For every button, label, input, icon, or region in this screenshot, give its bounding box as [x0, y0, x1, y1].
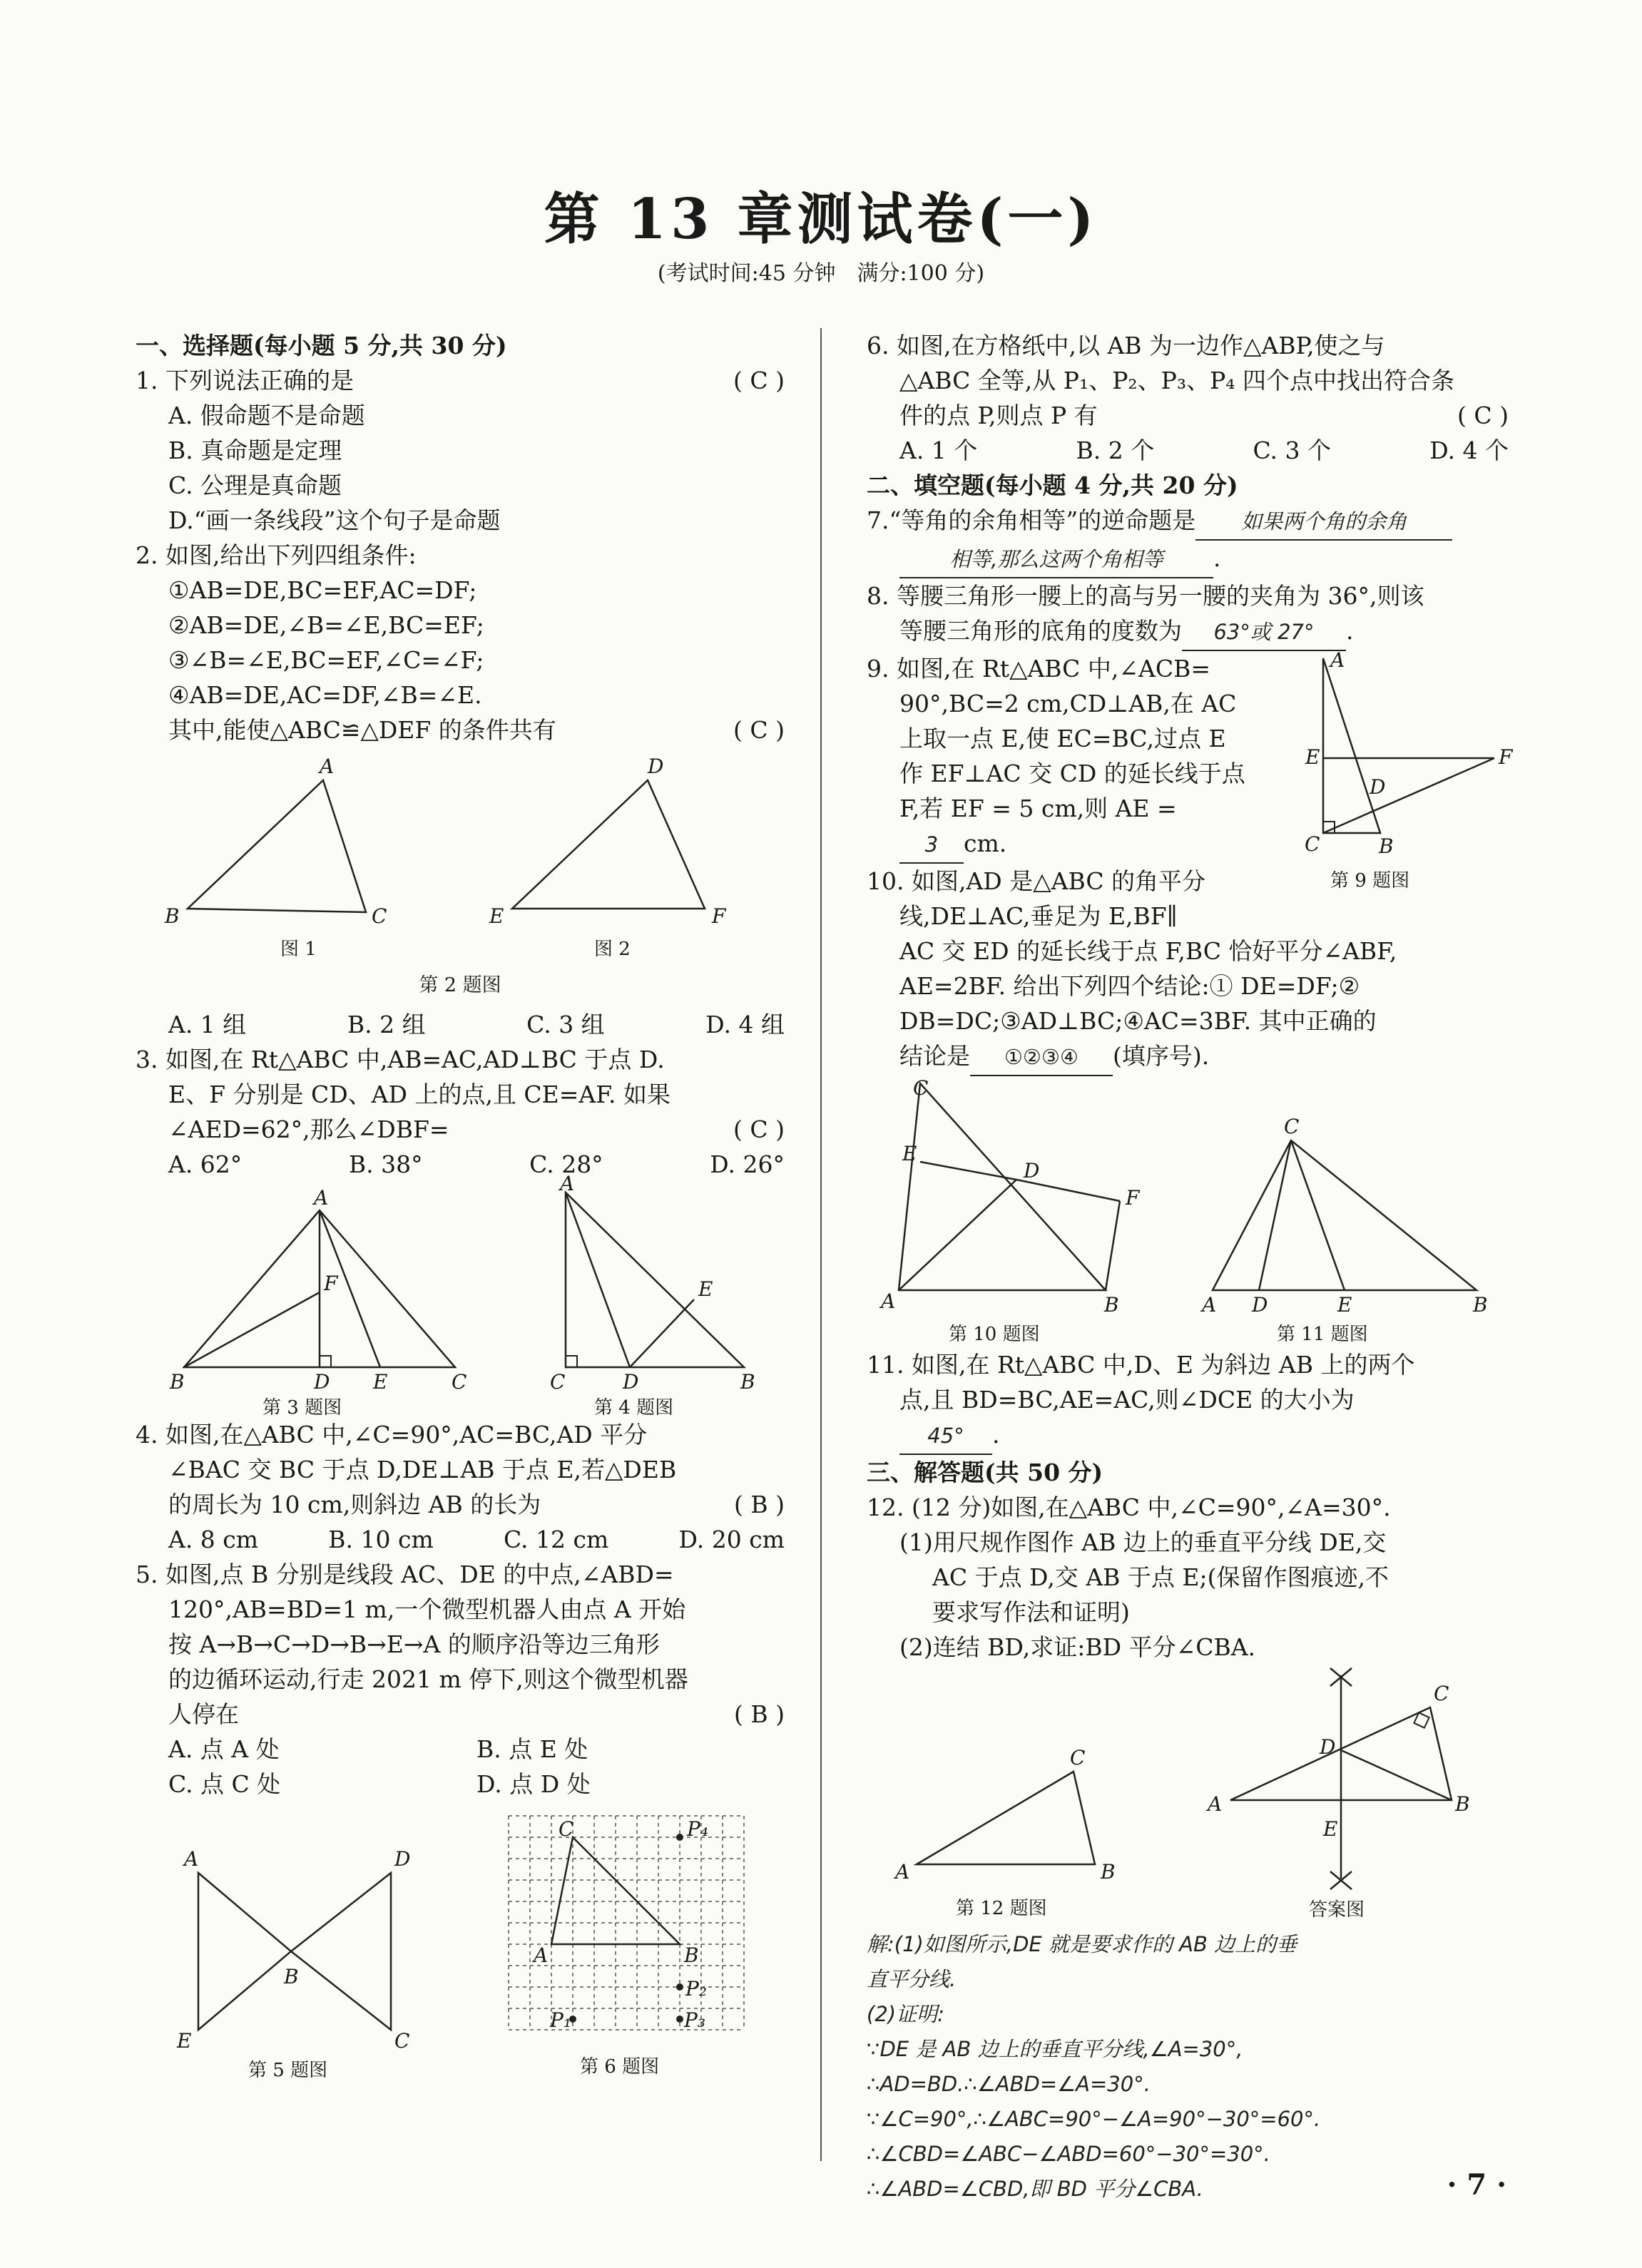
- svg-text:A: A: [881, 1289, 896, 1313]
- svg-text:E: E: [176, 2029, 191, 2053]
- figure-12: [888, 1707, 1159, 1921]
- options-row: A. 点 A 处 B. 点 E 处: [168, 1735, 588, 1763]
- question-line: E、F 分别是 CD、AD 上的点,且 CE=AF. 如果: [168, 1081, 670, 1108]
- svg-text:E: E: [902, 1142, 917, 1165]
- svg-text:图 1: 图 1: [280, 939, 317, 960]
- svg-text:D: D: [1252, 1293, 1268, 1317]
- svg-text:A: A: [895, 1860, 910, 1884]
- figure-10: [877, 1076, 1177, 1347]
- svg-text:C: C: [549, 1370, 565, 1394]
- svg-text:E: E: [1305, 745, 1320, 769]
- answer-fill: 如果两个角的余角: [1195, 504, 1452, 541]
- answer-fill: 45°: [899, 1419, 992, 1455]
- svg-text:C: C: [371, 904, 387, 928]
- svg-text:B: B: [283, 1965, 299, 1988]
- question-line: △ABC 全等,从 P₁、P₂、P₃、P₄ 四个点中找出符合条: [899, 367, 1455, 394]
- svg-text:B: B: [1379, 834, 1394, 858]
- svg-text:图 2: 图 2: [593, 939, 631, 960]
- svg-text:E: E: [1323, 1817, 1338, 1841]
- svg-text:A: A: [559, 1172, 574, 1195]
- svg-text:F: F: [1499, 745, 1513, 769]
- figure-1: [159, 752, 430, 968]
- answer-fill: 相等,那么这两个角相等: [899, 542, 1213, 578]
- question-line: 人停在 ( B ): [136, 1697, 785, 1732]
- question-1-stem: 1. 下列说法正确的是 ( C ): [136, 363, 785, 398]
- question-line: 相等,那么这两个角相等 .: [867, 541, 1509, 578]
- svg-text:P₁: P₁: [549, 2008, 571, 2032]
- svg-text:E: E: [489, 904, 504, 928]
- figure-3: [155, 1182, 491, 1417]
- question-line: AC 于点 D,交 AB 于点 E;(保留作图痕迹,不: [932, 1563, 1389, 1591]
- question-line: 12. (12 分)如图,在△ABC 中,∠C=90°,∠A=30°.: [867, 1493, 1391, 1521]
- solution-line: ∴∠ABD=∠CBD,即 BD 平分∠CBA.: [867, 2177, 1203, 2201]
- figure-q3-q4: [136, 1172, 785, 1419]
- figure-9: [1295, 648, 1513, 894]
- question-line: 上取一点 E,使 EC=BC,过点 E: [899, 725, 1226, 752]
- answer-bracket: ( C ): [733, 367, 785, 394]
- question-line: 等腰三角形的底角的度数为 63°或 27° .: [867, 613, 1509, 651]
- svg-text:C: C: [558, 1817, 573, 1841]
- svg-text:B: B: [740, 1370, 755, 1394]
- question-line: 45° .: [867, 1417, 1509, 1455]
- svg-text:第 10 题图: 第 10 题图: [949, 1324, 1040, 1345]
- solution-line: ∴∠CBD=∠ABC−∠ABD=60°−30°=30°.: [867, 2142, 1270, 2166]
- svg-text:B: B: [1104, 1293, 1119, 1317]
- svg-text:E: E: [698, 1277, 713, 1301]
- triangle-abc-diagram: [159, 752, 430, 959]
- question-line: 5. 如图,点 B 分别是线段 AC、DE 的中点,∠ABD=: [136, 1560, 674, 1588]
- svg-text:答案图: 答案图: [1309, 1899, 1365, 1921]
- question-line: AE=2BF. 给出下列四个结论:① DE=DF;②: [899, 972, 1360, 1000]
- question-line: 9. 如图,在 Rt△ABC 中,∠ACB=: [867, 655, 1210, 683]
- svg-text:F: F: [711, 904, 725, 928]
- svg-text:A: A: [1202, 1293, 1217, 1317]
- svg-text:E: E: [372, 1370, 387, 1394]
- left-column: [136, 328, 785, 2080]
- question-line: F,若 EF = 5 cm,则 AE =: [899, 795, 1177, 822]
- solution-line: ∵DE 是 AB 边上的垂直平分线,∠A=30°,: [867, 2037, 1243, 2061]
- svg-text:C: C: [1305, 832, 1320, 856]
- figure-q12: [867, 1665, 1509, 1921]
- option: B. 真命题是定理: [168, 436, 342, 464]
- svg-text:B: B: [1101, 1860, 1116, 1884]
- question-line: 8. 等腰三角形一腰上的高与另一腰的夹角为 36°,则该: [867, 582, 1424, 610]
- answer-bracket: ( B ): [734, 1700, 785, 1728]
- figure-caption: 第 2 题图: [419, 974, 501, 996]
- svg-text:E: E: [1337, 1293, 1352, 1317]
- answer-bracket: ( B ): [734, 1491, 785, 1518]
- svg-text:A: A: [533, 1943, 548, 1967]
- svg-text:D: D: [313, 1370, 330, 1394]
- options-row: A. 62° B. 38° C. 28° D. 26°: [168, 1150, 785, 1178]
- question-line: 90°,BC=2 cm,CD⊥AB,在 AC: [899, 690, 1237, 717]
- figure-11: [1198, 1076, 1498, 1347]
- solution-line: ∴AD=BD.∴∠ABD=∠A=30°.: [867, 2072, 1151, 2096]
- svg-text:第 5 题图: 第 5 题图: [248, 2060, 327, 2081]
- svg-text:A: A: [1330, 648, 1345, 672]
- question-line: ∠BAC 交 BC 于点 D,DE⊥AB 于点 E,若△DEB: [168, 1456, 677, 1483]
- question-line: 7.“等角的余角相等”的逆命题是 如果两个角的余角: [867, 503, 1509, 541]
- options-row: A. 1 个 B. 2 个 C. 3 个 D. 4 个: [899, 436, 1509, 464]
- question-line: 6. 如图,在方格纸中,以 AB 为一边作△ABP,使之与: [867, 332, 1385, 359]
- answer-bracket: ( C ): [733, 1115, 785, 1143]
- question-line: ③∠B=∠E,BC=EF,∠C=∠F;: [168, 646, 484, 674]
- section-heading: 一、选择题(每小题 5 分,共 30 分): [136, 332, 507, 359]
- section-heading: 二、填空题(每小题 4 分,共 20 分): [867, 471, 1238, 499]
- question-line: 120°,AB=BD=1 m,一个微型机器人由点 A 开始: [168, 1595, 686, 1623]
- svg-text:B: B: [164, 904, 180, 928]
- options-row: A. 1 组 B. 2 组 C. 3 组 D. 4 组: [168, 1011, 785, 1038]
- question-line: 的边循环运动,行走 2021 m 停下,则这个微型机器: [168, 1665, 688, 1693]
- svg-text:B: B: [1473, 1293, 1488, 1317]
- figure-4: [530, 1172, 765, 1419]
- question-line: 要求写作法和证明): [932, 1598, 1130, 1626]
- svg-text:第 4 题图: 第 4 题图: [593, 1397, 673, 1419]
- question-line: 2. 如图,给出下列四组条件:: [136, 541, 417, 569]
- svg-text:第 11 题图: 第 11 题图: [1277, 1324, 1368, 1345]
- question-line: 3 cm.: [867, 826, 1509, 864]
- solution: [867, 1927, 1509, 2207]
- figure-q5-q6: [136, 1809, 785, 2080]
- answer-fill: 63°或 27°: [1182, 615, 1346, 651]
- question-line: 11. 如图,在 Rt△ABC 中,D、E 为斜边 AB 上的两个: [867, 1351, 1415, 1379]
- option: C. 公理是真命题: [168, 471, 342, 499]
- question-line: 线,DE⊥AC,垂足为 E,BF∥: [899, 902, 1178, 930]
- figure-2: [476, 752, 762, 968]
- question-line: 件的点 P,则点 P 有 ( C ): [867, 398, 1509, 433]
- section-heading: 三、解答题(共 50 分): [867, 1459, 1103, 1486]
- svg-text:第 3 题图: 第 3 题图: [262, 1397, 342, 1419]
- options-row: C. 点 C 处 D. 点 D 处: [168, 1770, 591, 1798]
- answer-bracket: ( C ): [733, 716, 785, 744]
- question-line: 作 EF⊥AC 交 CD 的延长线于点: [899, 760, 1245, 787]
- svg-text:A: A: [1208, 1792, 1223, 1816]
- solution-line: 解:(1)如图所示,DE 就是要求作的 AB 边上的垂: [867, 1932, 1297, 1956]
- question-line: 结论是 ①②③④ (填序号).: [867, 1038, 1509, 1076]
- svg-text:第 9 题图: 第 9 题图: [1330, 870, 1410, 892]
- solution-line: 直平分线.: [867, 1967, 957, 1991]
- figure-q2: [136, 752, 785, 968]
- svg-text:C: C: [1284, 1115, 1300, 1138]
- exam-info: (考试时间:45 分钟 满分:100 分): [657, 261, 985, 286]
- svg-text:B: B: [1455, 1792, 1470, 1816]
- answer-bracket: ( C ): [1457, 402, 1509, 429]
- svg-text:P₄: P₄: [686, 1817, 708, 1841]
- solution-line: ∵∠C=90°,∴∠ABC=90°−∠A=90°−30°=60°.: [867, 2107, 1321, 2131]
- question-line: (1)用尺规作图作 AB 边上的垂直平分线 DE,交: [899, 1528, 1387, 1556]
- solution-line: (2)证明:: [867, 2002, 944, 2026]
- question-line: 的周长为 10 cm,则斜边 AB 的长为 ( B ): [136, 1487, 785, 1522]
- question-line: ④AB=DE,AC=DF,∠B=∠E.: [168, 681, 482, 709]
- svg-text:A: A: [313, 1186, 328, 1210]
- question-line: DB=DC;③AD⊥BC;④AC=3BF. 其中正确的: [899, 1007, 1377, 1035]
- answer-fill: ①②③④: [970, 1040, 1113, 1076]
- question-line: 4. 如图,在△ABC 中,∠C=90°,AC=BC,AD 平分: [136, 1421, 648, 1449]
- svg-text:C: C: [1434, 1682, 1449, 1705]
- svg-text:C: C: [451, 1370, 466, 1394]
- question-line: AC 交 ED 的延长线于点 F,BC 恰好平分∠ABF,: [899, 937, 1397, 965]
- question-line: ①AB=DE,BC=EF,AC=DF;: [168, 576, 477, 604]
- column-divider: [820, 328, 822, 2161]
- svg-text:C: C: [394, 2029, 409, 2053]
- svg-text:F: F: [323, 1272, 337, 1295]
- svg-text:B: B: [169, 1370, 185, 1394]
- svg-text:P₂: P₂: [685, 1977, 707, 2001]
- question-line: 按 A→B→C→D→B→E→A 的顺序沿等边三角形: [168, 1630, 660, 1658]
- triangle-def-diagram: [476, 752, 762, 959]
- page-number: · 7 ·: [1447, 2168, 1506, 2202]
- svg-text:A: A: [183, 1847, 198, 1871]
- question-line: ∠AED=62°,那么∠DBF= ( C ): [136, 1112, 785, 1147]
- svg-text:C: C: [1070, 1746, 1086, 1769]
- svg-text:D: D: [1320, 1735, 1336, 1759]
- svg-text:F: F: [1126, 1186, 1140, 1210]
- svg-text:C: C: [913, 1076, 929, 1100]
- svg-text:P₃: P₃: [683, 2008, 705, 2032]
- right-column: [867, 328, 1513, 2207]
- svg-text:D: D: [1024, 1159, 1040, 1182]
- option: D.“画一条线段”这个句子是命题: [168, 506, 501, 534]
- question-line: 其中,能使△ABC≌△DEF 的条件共有 ( C ): [136, 712, 785, 747]
- svg-text:B: B: [683, 1943, 699, 1967]
- question-line: (2)连结 BD,求证:BD 平分∠CBA.: [899, 1633, 1256, 1661]
- svg-text:D: D: [1370, 775, 1386, 799]
- svg-text:D: D: [394, 1847, 410, 1871]
- question-line: 3. 如图,在 Rt△ABC 中,AB=AC,AD⊥BC 于点 D.: [136, 1046, 665, 1073]
- figure-q10-q11: [867, 1076, 1509, 1347]
- question-line: ②AB=DE,∠B=∠E,BC=EF;: [168, 611, 484, 639]
- svg-text:第 12 题图: 第 12 题图: [956, 1898, 1047, 1919]
- figure-6-grid: [494, 1809, 765, 2080]
- svg-text:A: A: [319, 755, 334, 778]
- options-row: A. 8 cm B. 10 cm C. 12 cm D. 20 cm: [168, 1526, 785, 1553]
- option: A. 假命题不是命题: [168, 402, 365, 429]
- svg-text:D: D: [622, 1370, 638, 1394]
- svg-text:第 6 题图: 第 6 题图: [579, 2056, 659, 2078]
- page-title: 第 13 章测试卷(一): [544, 187, 1098, 252]
- answer-figure: [1202, 1665, 1487, 1921]
- svg-text:D: D: [647, 755, 663, 778]
- question-line: 10. 如图,AD 是△ABC 的角平分: [867, 867, 1206, 895]
- answer-fill: 3: [899, 827, 964, 864]
- figure-5: [155, 1809, 455, 2080]
- question-line: 点,且 BD=BC,AE=AC,则∠DCE 的大小为: [899, 1386, 1355, 1414]
